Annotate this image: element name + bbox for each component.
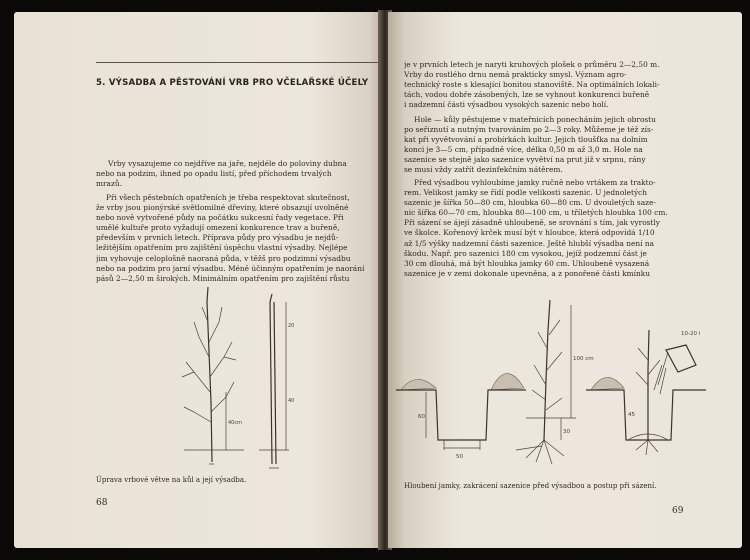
text-line: tách, vodou dobře zásobených, lze se vyhnout konkurenci buřeně xyxy=(404,90,650,100)
dimension-label: 60 xyxy=(418,414,425,420)
chapter-heading: 5. VÝSADBA A PĚSTOVÁNÍ VRB PRO VČELAŘSKÉ ÚČELY xyxy=(96,78,369,88)
paragraph-4 xyxy=(404,115,720,176)
text-line: sazenice je v zemi dokonale upevněna, a z ponořené části kmínku xyxy=(404,268,651,278)
text-line: Hole — kůly pěstujeme v mateřnicích ponecháním jejich obrostu xyxy=(414,115,656,124)
paragraph-2 xyxy=(96,193,384,284)
willow-branch-illustration xyxy=(164,282,324,472)
text-line: sazenic je šířka 50—80 cm, hloubka 60—80 cm. U dvouletých saze- xyxy=(404,198,656,208)
dimension-label: 100 cm xyxy=(573,356,594,362)
text-line: nic šířka 60—70 cm, hloubka 80—100 cm, u tříletých hloubka 100 cm. xyxy=(404,208,668,218)
text-line: Před výsadbou vyhloubíme jamky ručně nebo vrtákem za trakto- xyxy=(414,178,656,187)
text-line: 30 cm dlouhá, má být hloubka jamky 60 cm. Uhloubeně vysazená xyxy=(404,258,650,268)
text-line: nebo na podzim pro jarní výsadbu. Méně účinným opatřením je naorání xyxy=(96,263,365,273)
heading-rule xyxy=(96,62,382,63)
text-line: nebo na podzim, ihned po opadu listí, před příchodem trvalých xyxy=(96,169,332,179)
dimension-label: 30 xyxy=(563,429,570,435)
paragraph-5 xyxy=(404,178,720,279)
text-line: kat při vyvětvování a probírkách kultur. Jejich tloušťka na dolním xyxy=(404,135,648,145)
paragraph-3 xyxy=(404,60,720,110)
dimension-label: 20 xyxy=(288,323,295,329)
left-figure-caption: Úprava vrbové větve na kůl a její výsadba. xyxy=(96,476,247,484)
text-line: ve školce. Kořenový krček musí být v hloubce, která odpovídá 1/10 xyxy=(404,228,655,238)
text-line: konci je 3—5 cm, případně více, délka 0,50 m až 3,0 m. Hole na xyxy=(404,145,643,155)
text-line: se musí vždy zatřít dezinfekčním nátěrem. xyxy=(404,165,563,175)
dimension-label: 50 xyxy=(456,454,463,460)
text-line: rem. Velikost jamky se řídí podle velikosti sazenic. U jednoletých xyxy=(404,188,648,198)
text-line: i nadzemní části výsadbou vysokých sazenic nebo holí. xyxy=(404,100,609,110)
text-line: jim vyhovuje celoplošně naoraná půda, v těžš pro podzimní výsadbu xyxy=(96,253,351,263)
paragraph-1 xyxy=(96,159,384,189)
text-line: až 1/5 výšky nadzemní části sazenice. Ještě hlubší výsadba není na xyxy=(404,238,654,248)
text-line: Při sázení se ájejí zásadně uhloubeně, se srovnání s tím, jak vyrostly xyxy=(404,218,660,228)
right-figure-caption: Hloubení jamky, zakrácení sazenice před výsadbou a postup při sázení. xyxy=(404,482,657,490)
text-line: škodu. Např. pro sazenici 180 cm vysokou, jejíž podzemní část je xyxy=(404,248,647,258)
text-line: mrazů. xyxy=(96,179,122,189)
dimension-label: 40 xyxy=(288,398,295,404)
planting-illustration xyxy=(396,290,736,470)
text-line: je v prvních letech je naryti kruhových plošek o průměru 2—2,50 m. xyxy=(404,60,660,69)
dimension-label: 10-20 l xyxy=(681,331,701,337)
text-line: především v prvních letech. Příprava půdy pro výsadbu je nejdů- xyxy=(96,233,339,243)
text-line: Při všech pěstebních opatřeních je třeba respektovat skutečnost, xyxy=(106,193,350,202)
text-line: Vrby vysazujeme co nejdříve na jaře, nejdéle do poloviny dubna xyxy=(108,159,347,168)
dimension-label: 40cm xyxy=(228,420,242,426)
left-page xyxy=(14,12,384,548)
page-number-left: 68 xyxy=(96,498,108,508)
text-line: umělé kultuře proto vyžadují omezení konkurence trav a buřeně, xyxy=(96,223,340,233)
text-line: pásů 2—2,50 m širokých. Minimálním opatřením pro zajištění růstu xyxy=(96,273,350,283)
text-line: technický roste s klesající bonitou stanoviště. Na optimálních lokali- xyxy=(404,80,660,90)
book-spread xyxy=(6,4,744,556)
text-line: že vrby jsou pionýrské světlomilné dřeviny, které obsazují uvolněné xyxy=(96,203,349,213)
page-number-right: 69 xyxy=(672,506,684,516)
text-line: ležitějším opatřením pro zajištění úspěchu vlastní výsadby. Nejlépe xyxy=(96,243,348,253)
text-line: Vrby do rostlého drnu nemá prakticky smysl. Význam agro- xyxy=(404,70,627,80)
right-page xyxy=(388,12,742,548)
text-line: po seřiznutí a nutným tvarováním po 2—3 roky. Můžeme je též zís- xyxy=(404,125,654,135)
text-line: nebo nově vytvořené půdy na počátku sukcesní řady vegetace. Při xyxy=(96,213,344,223)
dimension-label: 45 xyxy=(628,412,635,418)
text-line: sazenice se stejně jako sazenice vyvětví na prut již v srpnu, rány xyxy=(404,155,646,165)
